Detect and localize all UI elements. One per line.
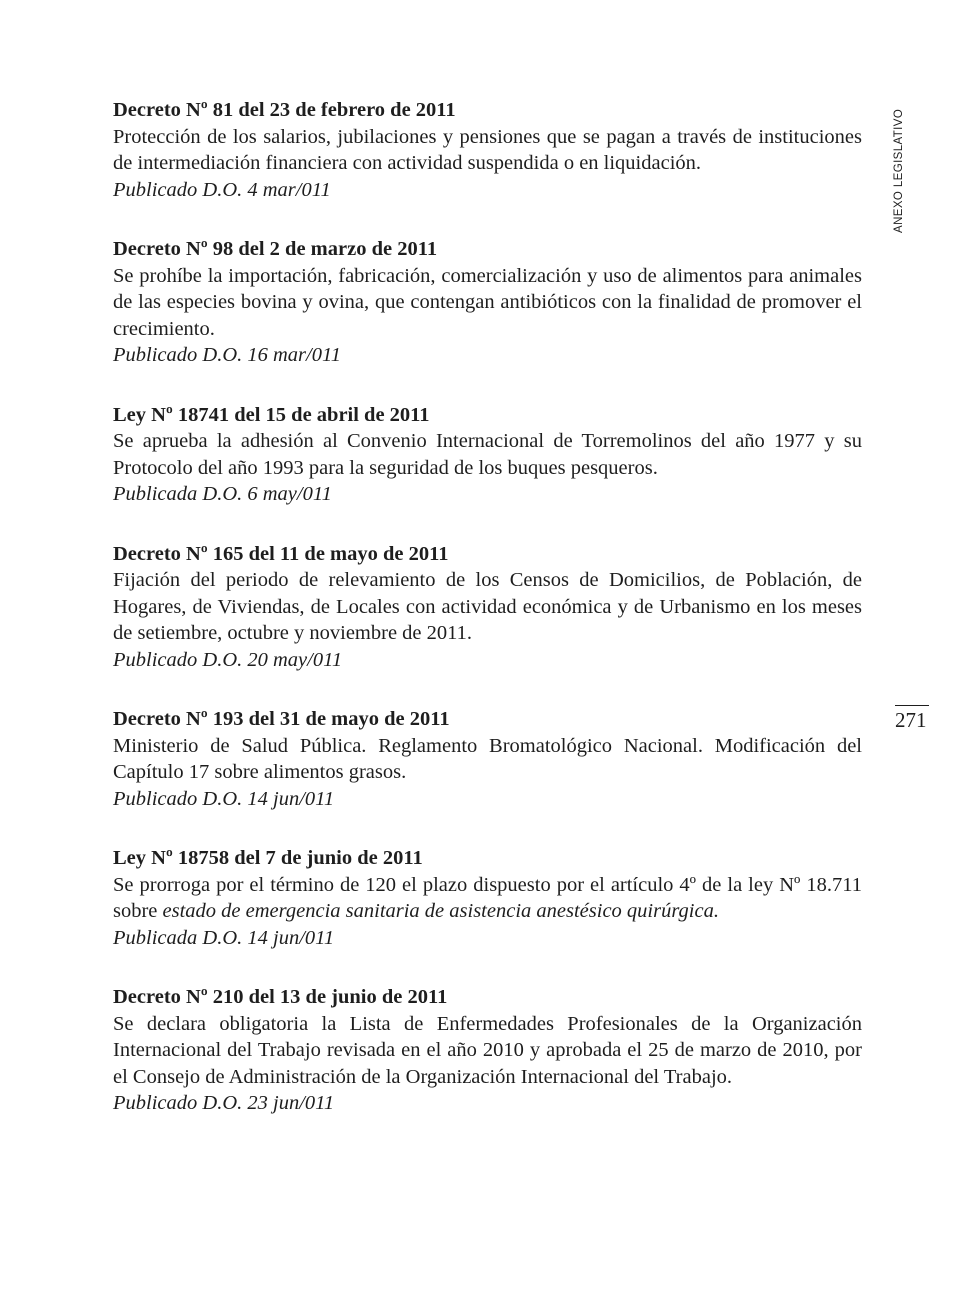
publication-line: Publicado D.O. 4 mar/011 [113,178,331,201]
entry-title: Ley Nº 18741 del 15 de abril de 2011 [113,403,430,426]
legislation-entry [113,402,862,508]
description-text: Se aprueba la adhesión al Convenio Internacional de Torremolinos del año 1977 y su Protocolo del año 1993 para la seguridad de los buques pesqueros. [113,430,862,479]
entry-description [113,567,862,647]
description-text: Fijación del periodo de relevamiento de los Censos de Domicilios, de Población, de Hogares, de Viviendas, de Locales con actividad económica y de Urbanismo en los meses de setiembre, octubre y noviembre de 2011. [113,569,862,644]
entry-description [113,1011,862,1091]
description-text: Protección de los salarios, jubilaciones y pensiones que se pagan a través de instituciones de intermediación financiera con actividad suspendida o en liquidación. [113,125,862,174]
publication-line: Publicado D.O. 23 jun/011 [113,1092,335,1114]
publication-line: Publicado D.O. 16 mar/011 [113,344,341,366]
publication-line: Publicada D.O. 14 jun/011 [113,926,335,949]
description-text: Se prorroga por el término de 120 el plazo dispuesto por el artículo 4º de la ley Nº 18.711 sobre [113,873,862,922]
legislation-entry [113,541,862,674]
entry-title: Decreto Nº 193 del 31 de mayo de 2011 [113,708,450,730]
entry-description [113,124,862,177]
description-text: Se declara obligatoria la Lista de Enfermedades Profesionales de la Organización Internacional del Trabajo revisada en el año 2010 y aprobada el 25 de marzo de 2010, por el Consejo de Administración de la Organización Internacional del Trabajo. [113,1012,862,1088]
publication-line: Publicado D.O. 14 jun/011 [113,787,335,810]
page-number: 271 [895,708,927,732]
entry-description [113,263,862,343]
legislation-entry [113,706,862,812]
entry-title: Decreto Nº 98 del 2 de marzo de 2011 [113,238,438,260]
legislation-entry [113,845,862,951]
section-side-label: ANEXO LEGISLATIVO [893,108,905,233]
publication-line: Publicado D.O. 20 may/011 [113,648,343,671]
document-body [113,97,862,1150]
entry-description [113,428,862,481]
entry-title: Decreto Nº 165 del 11 de mayo de 2011 [113,542,449,565]
description-italic-text: estado de emergencia sanitaria de asistencia anestésico quirúrgica. [162,900,719,922]
entry-title: Ley Nº 18758 del 7 de junio de 2011 [113,847,423,869]
legislation-entry [113,236,862,369]
entry-description [113,733,862,786]
legislation-entry [113,984,862,1117]
description-text: Se prohíbe la importación, fabricación, comercialización y uso de alimentos para animales de las especies bovina y ovina, que contengan antibióticos con la finalidad de promover el crecimiento. [113,264,862,340]
entry-title: Decreto Nº 81 del 23 de febrero de 2011 [113,99,456,121]
entry-description [113,872,862,925]
entry-title: Decreto Nº 210 del 13 de junio de 2011 [113,986,448,1008]
description-text: Ministerio de Salud Pública. Reglamento Bromatológico Nacional. Modificación del Capítulo 17 sobre alimentos grasos. [113,734,862,783]
legislation-entry [113,97,862,203]
publication-line: Publicada D.O. 6 may/011 [113,483,332,505]
page-number-rule [895,705,929,706]
